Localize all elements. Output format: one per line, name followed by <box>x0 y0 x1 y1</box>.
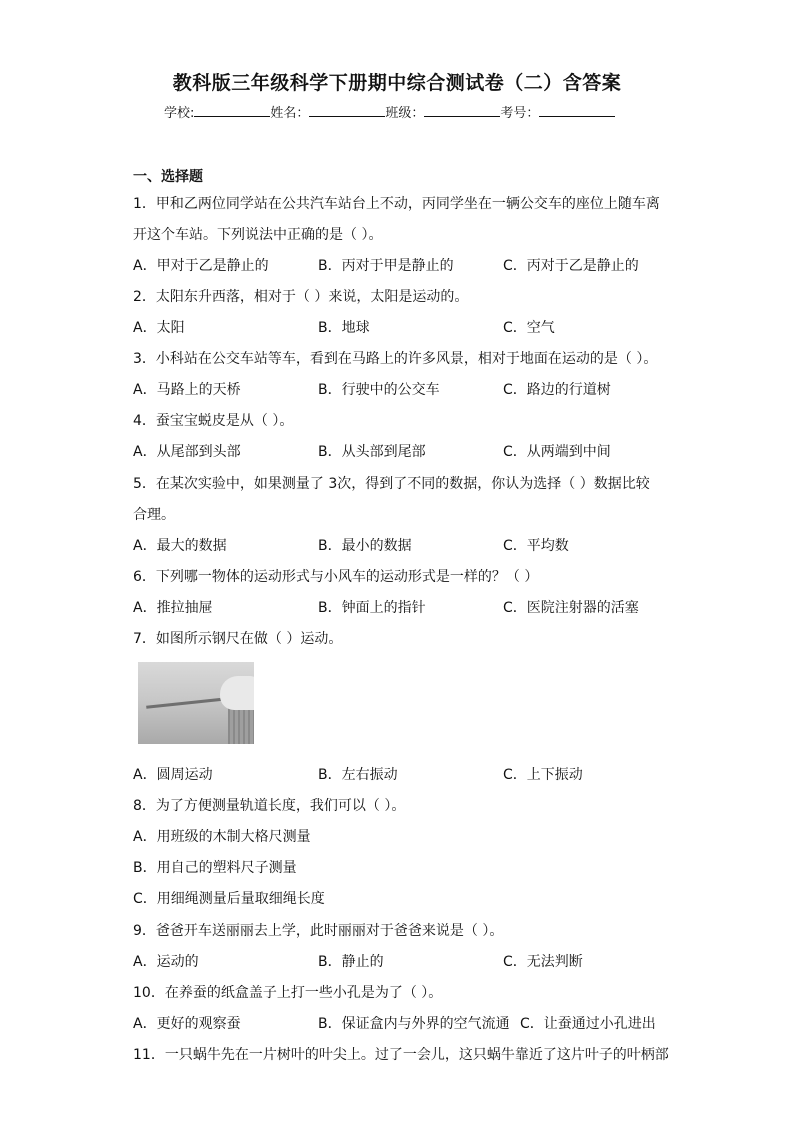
question-3-option-b: B．行驶中的公交车 <box>318 382 440 398</box>
question-8-line-1: 8．为了方便测量轨道长度，我们可以（ ）。 <box>133 798 406 814</box>
hand-shape <box>220 676 254 710</box>
question-4-option-c: C．从两端到中间 <box>503 444 611 460</box>
question-10-option-a: A．更好的观察蚕 <box>133 1016 241 1032</box>
name-label: 姓名： <box>270 106 310 121</box>
question-2-line-1: 2．太阳东升西落，相对于（ ）来说，太阳是运动的。 <box>133 289 469 305</box>
question-8-option-b: B．用自己的塑料尺子测量 <box>133 860 297 876</box>
question-5-option-a: A．最大的数据 <box>133 538 227 554</box>
student-info-row <box>164 102 615 121</box>
number-blank <box>539 102 615 117</box>
school-label: 学校: <box>164 106 195 121</box>
question-4-line-1: 4．蚕宝宝蜕皮是从（ ）。 <box>133 413 294 429</box>
class-label: 班级： <box>385 106 425 121</box>
question-9-line-1: 9．爸爸开车送丽丽去上学，此时丽丽对于爸爸来说是（ ）。 <box>133 923 504 939</box>
question-8-option-a: A．用班级的木制大格尺测量 <box>133 829 311 845</box>
question-1-option-c: C．丙对于乙是静止的 <box>503 258 639 274</box>
question-8-option-c: C．用细绳测量后量取细绳长度 <box>133 891 325 907</box>
steel-ruler-figure <box>138 662 254 744</box>
question-10-option-c: C．让蚕通过小孔进出 <box>520 1016 656 1032</box>
question-2-option-b: B．地球 <box>318 320 370 336</box>
question-9-option-b: B．静止的 <box>318 954 384 970</box>
question-7-option-b: B．左右振动 <box>318 767 398 783</box>
question-7-option-c: C．上下振动 <box>503 767 583 783</box>
question-5-line-1: 5．在某次实验中，如果测量了 3次，得到了不同的数据，你认为选择（ ）数据比较 <box>133 476 650 492</box>
question-3-line-1: 3．小科站在公交车站等车，看到在马路上的许多风景，相对于地面在运动的是（ ）。 <box>133 351 658 367</box>
number-label: 考号： <box>500 106 540 121</box>
school-blank <box>194 102 270 117</box>
question-1-option-b: B．丙对于甲是静止的 <box>318 258 454 274</box>
question-6-option-b: B．钟面上的指针 <box>318 600 426 616</box>
question-9-option-c: C．无法判断 <box>503 954 583 970</box>
question-11-line-1: 11．一只蜗牛先在一片树叶的叶尖上。过了一会儿，这只蜗牛靠近了这片叶子的叶柄部 <box>133 1047 669 1063</box>
exam-title: 教科版三年级科学下册期中综合测试卷（二）含答案 <box>172 72 622 94</box>
question-6-line-1: 6．下列哪一物体的运动形式与小风车的运动形式是一样的？（ ） <box>133 569 539 585</box>
name-blank <box>309 102 385 117</box>
question-5-line-2: 合理。 <box>133 507 175 523</box>
question-2-option-a: A．太阳 <box>133 320 185 336</box>
question-10-line-1: 10．在养蚕的纸盒盖子上打一些小孔是为了（ ）。 <box>133 985 443 1001</box>
question-4-option-a: A．从尾部到头部 <box>133 444 241 460</box>
question-5-option-b: B．最小的数据 <box>318 538 412 554</box>
question-7-line-1: 7．如图所示钢尺在做（ ）运动。 <box>133 631 343 647</box>
question-5-option-c: C．平均数 <box>503 538 569 554</box>
question-3-option-c: C．路边的行道树 <box>503 382 611 398</box>
question-1-line-1: 1．甲和乙两位同学站在公共汽车站台上不动，丙同学坐在一辆公交车的座位上随车离 <box>133 196 660 212</box>
question-1-option-a: A．甲对于乙是静止的 <box>133 258 269 274</box>
question-7-option-a: A．圆周运动 <box>133 767 213 783</box>
question-6-option-a: A．推拉抽屉 <box>133 600 213 616</box>
question-10-option-b: B．保证盒内与外界的空气流通 <box>318 1016 510 1032</box>
question-1-line-2: 开这个车站。下列说法中正确的是（ ）。 <box>133 227 383 243</box>
question-3-option-a: A．马路上的天桥 <box>133 382 241 398</box>
section-title: 一、选择题 <box>133 169 203 185</box>
question-6-option-c: C．医院注射器的活塞 <box>503 600 639 616</box>
question-9-option-a: A．运动的 <box>133 954 199 970</box>
class-blank <box>424 102 500 117</box>
question-2-option-c: C．空气 <box>503 320 555 336</box>
question-4-option-b: B．从头部到尾部 <box>318 444 426 460</box>
